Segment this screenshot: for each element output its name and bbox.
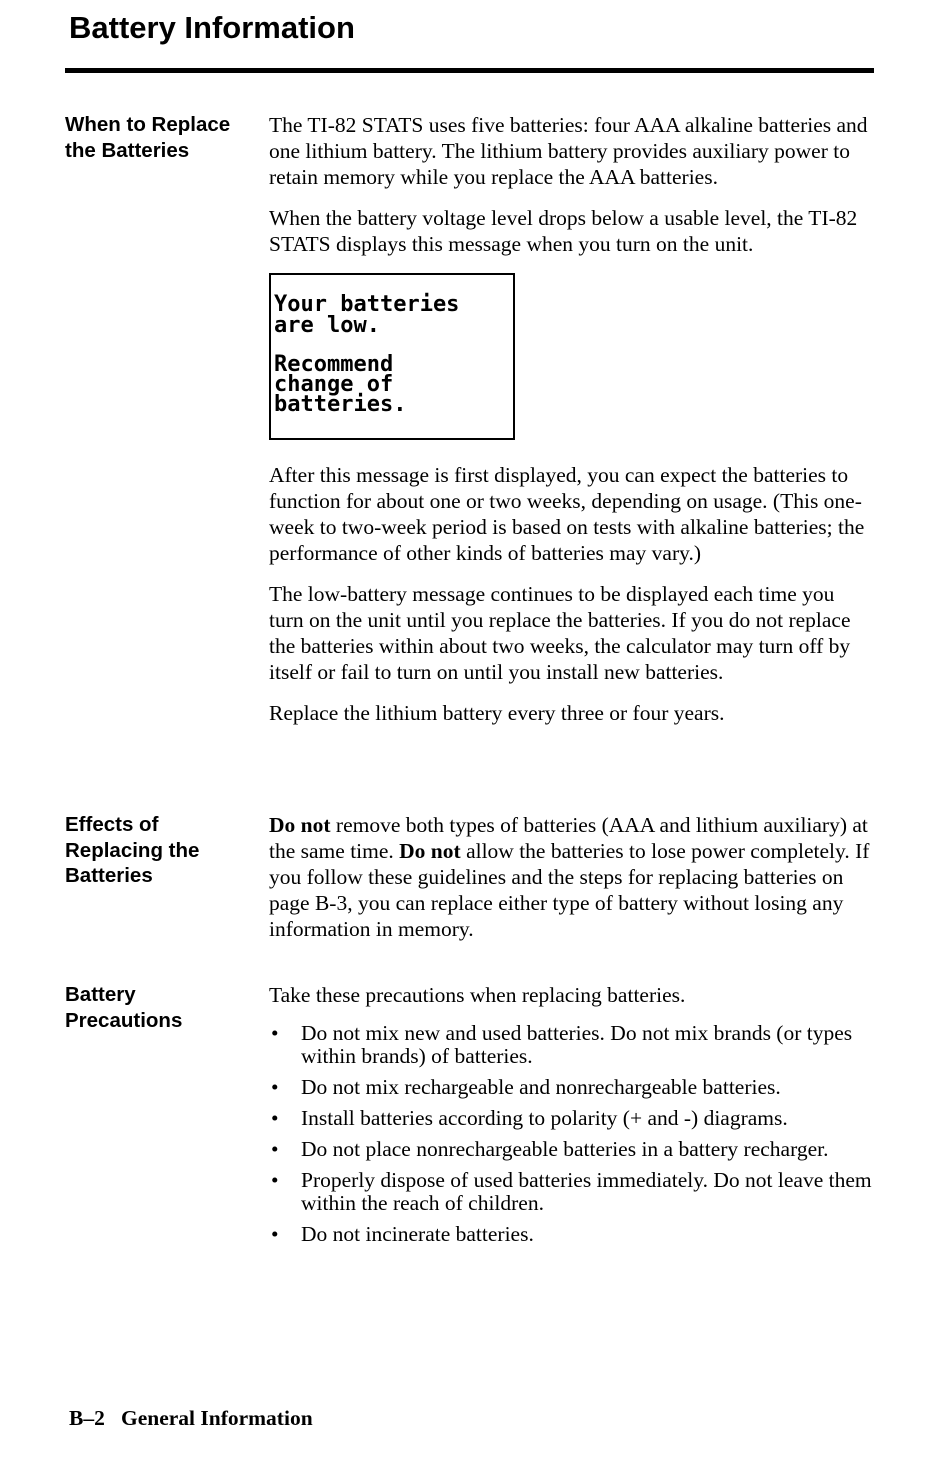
- section-body-effects: [269, 812, 874, 942]
- bullet-icon: •: [271, 1222, 279, 1246]
- bullet-icon: •: [271, 1021, 279, 1045]
- screen-line: change of: [274, 372, 394, 397]
- list-item: • Install batteries according to polarity (+ and -) diagrams.: [271, 1106, 788, 1130]
- screen-line: Your batteries: [274, 292, 460, 317]
- screen-line: Recommend: [274, 352, 394, 377]
- list-item: • Do not mix new and used batteries. Do not mix brands (or types within brands) of batteries.: [271, 1021, 853, 1068]
- paragraph-effects: [269, 812, 874, 942]
- bullet-icon: •: [271, 1137, 279, 1161]
- paragraph-lithium-replacement: Replace the lithium battery every three or four years.: [269, 701, 725, 725]
- chapter-name: General Information: [120, 1406, 313, 1430]
- effects-text: remove both types of batteries (AAA and lithium auxiliary) at the same time.: [269, 813, 868, 863]
- emphasis-do-not: Do not: [269, 813, 331, 837]
- section-heading-effects: Effects of Replacing the Batteries: [65, 813, 200, 887]
- section-heading-when-to-replace: When to Replace the Batteries: [65, 113, 231, 162]
- paragraph-precautions-intro: Take these precautions when replacing batteries.: [269, 983, 686, 1007]
- list-item: • Properly dispose of used batteries immediately. Do not leave them within the reach of children.: [271, 1168, 872, 1215]
- paragraph-low-voltage: When the battery voltage level drops below a usable level, the TI-82 STATS displays this message when you turn on the unit.: [269, 206, 858, 256]
- paragraph-low-battery-message: The low-battery message continues to be displayed each time you turn on the unit until you replace the batteries. If you do not replace the batteries within about two weeks, the calculator may turn off by itself or fail to turn on until you install new batteries.: [269, 582, 851, 684]
- calculator-screen: [269, 273, 515, 440]
- screen-line: are low.: [274, 313, 380, 338]
- page-footer: [69, 1404, 313, 1432]
- page-title: Battery Information: [69, 10, 355, 45]
- list-item: • Do not place nonrechargeable batteries in a battery recharger.: [271, 1137, 829, 1161]
- list-item: • Do not mix rechargeable and nonrechargeable batteries.: [271, 1075, 781, 1099]
- bullet-icon: •: [271, 1168, 279, 1192]
- precautions-list: [269, 1022, 874, 1246]
- paragraph-expected-life: After this message is first displayed, you can expect the batteries to function for about one or two weeks, depending on usage. (This one-week to two-week period is based on tests with alkaline batteries; the performance of other kinds of batteries may vary.): [269, 463, 865, 565]
- paragraph-battery-types: The TI-82 STATS uses five batteries: four AAA alkaline batteries and one lithium battery. The lithium battery provides auxiliary power to retain memory while you replace the AAA batteries.: [269, 113, 868, 189]
- page-number: B–2: [69, 1406, 105, 1430]
- bullet-icon: •: [271, 1075, 279, 1099]
- section-heading-precautions: Battery Precautions: [65, 983, 183, 1032]
- section-body-precautions: [269, 982, 874, 1254]
- list-item: • Do not incinerate batteries.: [271, 1222, 534, 1246]
- title-rule: [65, 68, 874, 73]
- effects-text: allow the batteries to lose power completely. If you follow these guidelines and the steps for replacing batteries on page B-3, you can replace either type of battery without losing any information in memory.: [269, 839, 870, 941]
- emphasis-do-not: Do not: [399, 839, 461, 863]
- section-body-when-to-replace: [269, 112, 874, 726]
- screen-line: batteries.: [274, 392, 407, 417]
- bullet-icon: •: [271, 1106, 279, 1130]
